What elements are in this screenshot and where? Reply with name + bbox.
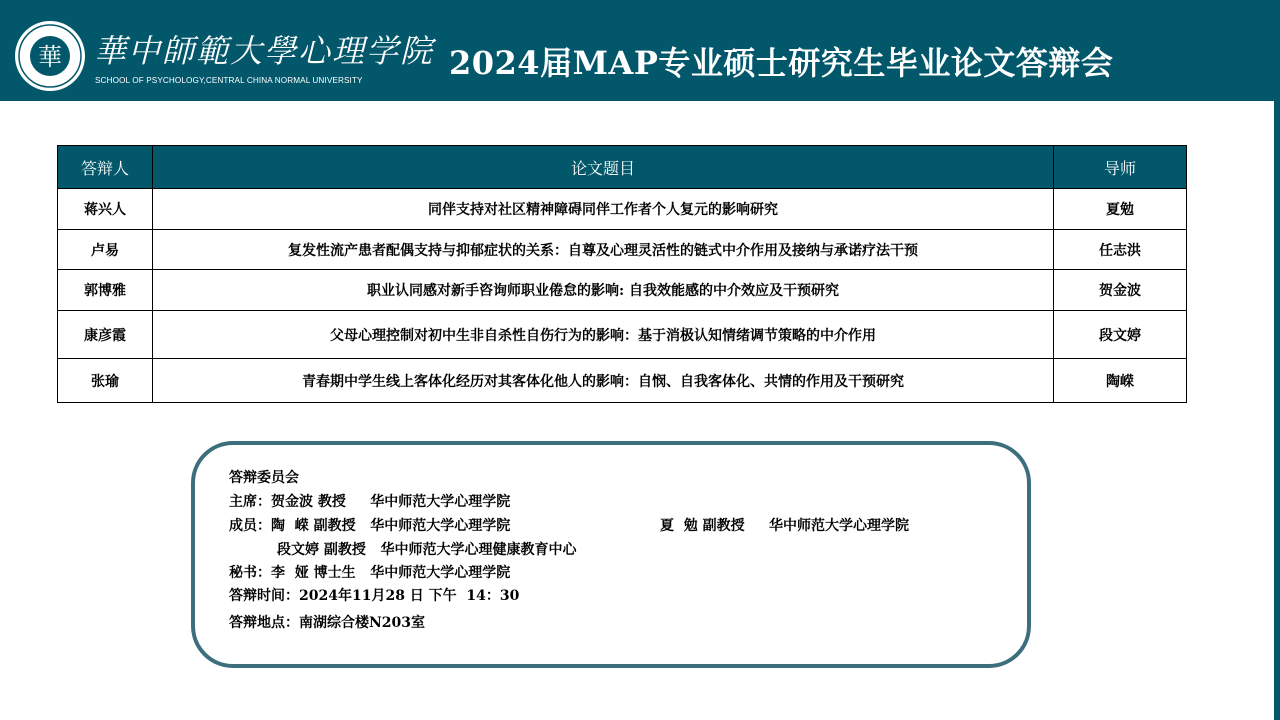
right-edge-bar (1274, 101, 1280, 720)
committee-member: 段文婷 副教授 华中师范大学心理健康教育中心 (277, 542, 577, 558)
school-logo-chinese: 華中師範大學心理学院 (94, 32, 435, 70)
student-name: 康彦霞 (58, 311, 153, 359)
defense-schedule-table (57, 145, 1187, 403)
advisor-name: 夏勉 (1054, 189, 1187, 230)
thesis-title: 父母心理控制对初中生非自杀性自伤行为的影响：基于消极认知情绪调节策略的中介作用 (153, 311, 1054, 359)
header-thesis: 论文题目 (153, 146, 1054, 189)
header-banner (0, 0, 1280, 101)
advisor-name: 段文婷 (1054, 311, 1187, 359)
thesis-title: 职业认同感对新手咨询师职业倦怠的影响: 自我效能感的中介效应及干预研究 (153, 270, 1054, 311)
student-name: 蒋兴人 (58, 189, 153, 230)
table-row (58, 359, 1187, 403)
university-seal-icon (14, 20, 86, 92)
committee-title: 答辩委员会 (229, 470, 299, 486)
table-header-row (58, 146, 1187, 189)
header-advisor: 导师 (1054, 146, 1187, 189)
thesis-title: 同伴支持对社区精神障碍同伴工作者个人复元的影响研究 (153, 189, 1054, 230)
header-student: 答辩人 (58, 146, 153, 189)
thesis-title: 复发性流产患者配偶支持与抑郁症状的关系：自尊及心理灵活性的链式中介作用及接纳与承诺疗法干预 (153, 230, 1054, 270)
table-row (58, 189, 1187, 230)
committee-member: 夏 勉 副教授 华中师范大学心理学院 (660, 518, 909, 534)
student-name: 郭博雅 (58, 270, 153, 311)
seal-char: 華 (38, 43, 62, 71)
committee-chair: 主席：贺金波 教授 华中师范大学心理学院 (229, 494, 511, 510)
table-row (58, 270, 1187, 311)
school-logo-english: SCHOOL OF PSYCHOLOGY,CENTRAL CHINA NORMAL UNIVERSITY (95, 76, 363, 85)
student-name: 张瑜 (58, 359, 153, 403)
thesis-title: 青春期中学生线上客体化经历对其客体化他人的影响：自悯、自我客体化、共情的作用及干预研究 (153, 359, 1054, 403)
advisor-name: 陶嵘 (1054, 359, 1187, 403)
committee-secretary: 秘书：李 娅 博士生 华中师范大学心理学院 (229, 565, 511, 581)
page-title: 2024届MAP专业硕士研究生毕业论文答辩会 (449, 44, 1114, 82)
advisor-name: 任志洪 (1054, 230, 1187, 270)
student-name: 卢易 (58, 230, 153, 270)
advisor-name: 贺金波 (1054, 270, 1187, 311)
committee-member: 成员：陶 嵘 副教授 华中师范大学心理学院 (229, 518, 511, 534)
table-row (58, 311, 1187, 359)
defense-location: 答辩地点：南湖综合楼N203室 (229, 615, 426, 631)
table-row (58, 230, 1187, 270)
defense-time: 答辩时间：2024年11月28 日 下午 14：30 (229, 588, 520, 604)
